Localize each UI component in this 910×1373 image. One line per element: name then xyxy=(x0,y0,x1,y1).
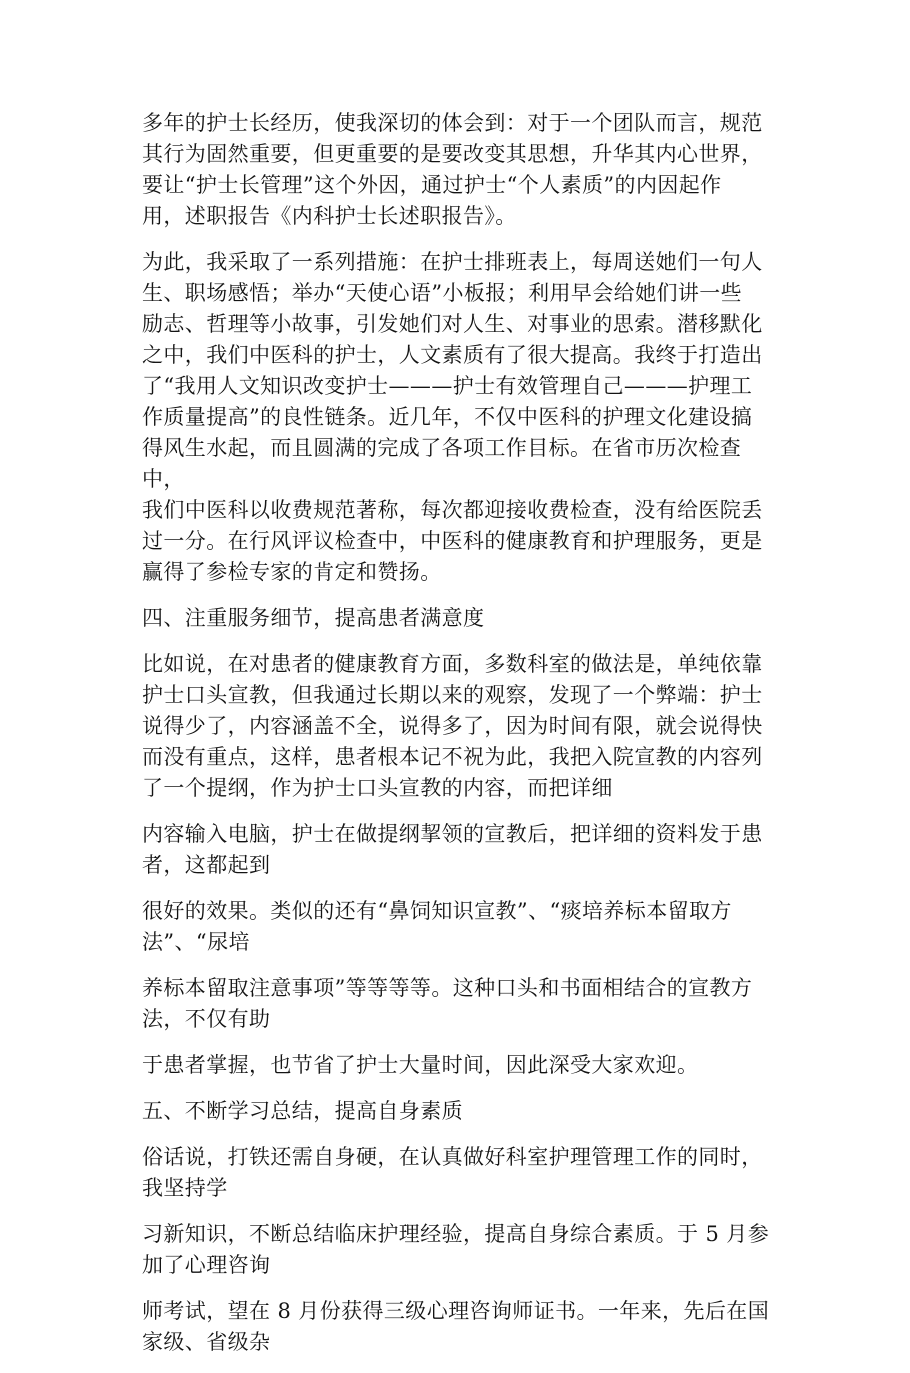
paragraph-8: 俗话说，打铁还需自身硬，在认真做好科室护理管理工作的同时， 我坚持学 xyxy=(142,1145,763,1200)
paragraph-9: 习新知识，不断总结临床护理经验，提高自身综合素质。于 5 月参 加了心理咨询 xyxy=(142,1222,770,1277)
paragraph-1: 多年的护士长经历，使我深切的体会到：对于一个团队而言，规范 其行为固然重要，但更重要的是要改变其思想，升华其内心世界， 要让“护士长管理”这个外因，通过护士“个人素质”的内因起作 用，述职报告《内科护士长述职报告》。 xyxy=(142,111,763,228)
paragraph-10: 师考试，望在 8 月份获得三级心理咨询师证书。一年来，先后在国 家级、省级杂 xyxy=(142,1299,770,1354)
section-heading-5: 五、不断学习总结，提高自身素质 xyxy=(142,1099,463,1123)
paragraph-2: 为此，我采取了一系列措施：在护士排班表上，每周送她们一句人 生、职场感悟；举办“天使心语”小板报；利用早会给她们讲一些 励志、哲理等小故事，引发她们对人生、对事业的思索。潜移默化 之中，我们中医科的护士，人文素质有了很大提高。我终于打造出 了“我用人文知识改变护士———护士有效管理自己———护理工 作质量提高”的良性链条。近几年，不仅中医科的护理文化建设搞 得风生水起，而且圆满的完成了各项工作目标。在省市历次检查中， 我们中医科以收费规范著称，每次都迎接收费检查，没有给医院丢 过一分。在行风评议检查中，中医科的健康教育和护理服务，更是 赢得了参检专家的肯定和赞扬。 xyxy=(142,250,763,584)
paragraph-6: 养标本留取注意事项”等等等等。这种口头和书面相结合的宣教方 法，不仅有助 xyxy=(142,976,753,1031)
paragraph-4: 内容输入电脑，护士在做提纲挈领的宣教后，把详细的资料发于患 者，这都起到 xyxy=(142,822,763,877)
paragraph-5: 很好的效果。类似的还有“鼻饲知识宣教”、“痰培养标本留取方 法”、“尿培 xyxy=(142,899,732,954)
paragraph-7: 于患者掌握，也节省了护士大量时间，因此深受大家欢迎。 xyxy=(142,1053,699,1077)
section-heading-4: 四、注重服务细节，提高患者满意度 xyxy=(142,606,485,630)
document-body xyxy=(142,108,782,1373)
paragraph-3: 比如说，在对患者的健康教育方面，多数科室的做法是，单纯依靠 护士口头宣教，但我通过长期以来的观察，发现了一个弊端：护士 说得少了，内容涵盖不全，说得多了，因为时间有限，就会说得快 而没有重点，这样，患者根本记不祝为此，我把入院宣教的内容列 了一个提纲，作为护士口头宣教的内容，而把详细 xyxy=(142,652,763,800)
